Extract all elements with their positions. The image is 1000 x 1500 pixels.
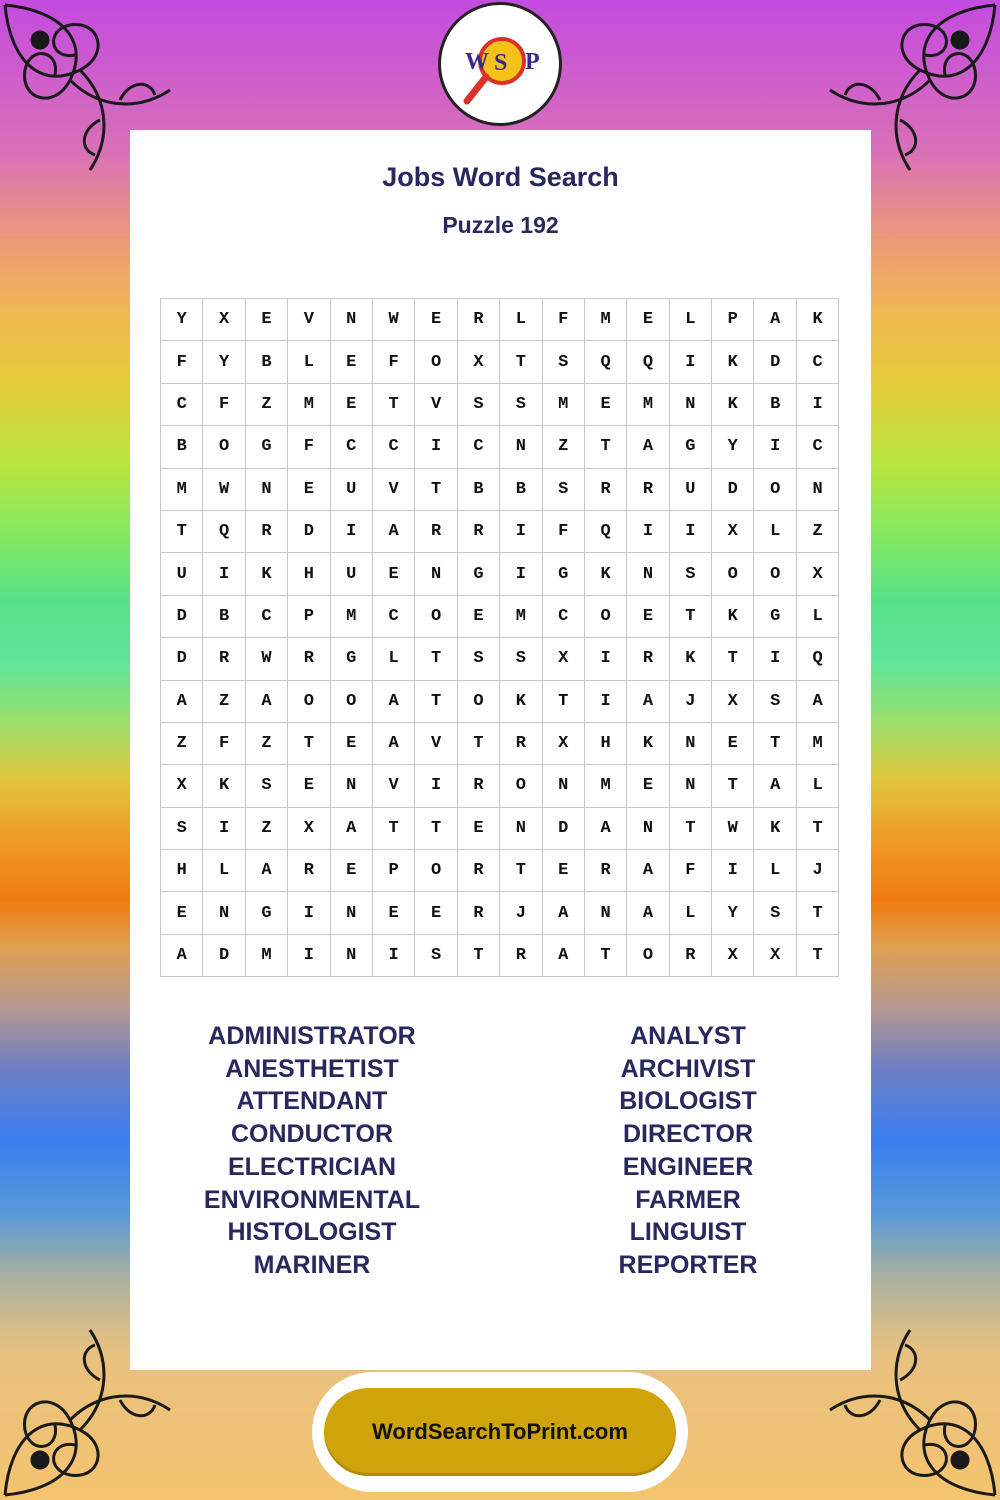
grid-cell[interactable]: K	[203, 765, 245, 807]
logo-letter-p: P	[525, 49, 540, 75]
grid-cell[interactable]: I	[500, 511, 542, 553]
grid-cell[interactable]: O	[415, 341, 457, 383]
grid-cell[interactable]: C	[797, 426, 839, 468]
grid-cell[interactable]: I	[203, 808, 245, 850]
logo-letter-w: W	[465, 49, 489, 75]
letter-grid	[160, 298, 839, 977]
grid-cell[interactable]: T	[797, 935, 839, 977]
grid-cell[interactable]: S	[458, 638, 500, 680]
grid-cell[interactable]: E	[712, 723, 754, 765]
grid-cell[interactable]: Y	[712, 426, 754, 468]
grid-cell[interactable]: P	[712, 299, 754, 341]
grid-cell[interactable]: C	[458, 426, 500, 468]
grid-cell[interactable]: H	[288, 553, 330, 595]
grid-cell[interactable]: F	[288, 426, 330, 468]
grid-cell[interactable]: M	[246, 935, 288, 977]
grid-cell[interactable]: S	[543, 469, 585, 511]
grid-cell[interactable]: Y	[203, 341, 245, 383]
grid-cell[interactable]: E	[331, 341, 373, 383]
grid-cell[interactable]: E	[627, 299, 669, 341]
word-item: ARCHIVIST	[620, 1054, 756, 1083]
site-badge	[312, 1372, 688, 1492]
grid-cell[interactable]: E	[331, 384, 373, 426]
grid-cell[interactable]: T	[415, 469, 457, 511]
grid-cell[interactable]: C	[246, 596, 288, 638]
grid-cell[interactable]: D	[754, 341, 796, 383]
grid-cell[interactable]: I	[670, 341, 712, 383]
grid-cell[interactable]: V	[373, 469, 415, 511]
grid-cell[interactable]: X	[754, 935, 796, 977]
grid-cell[interactable]: R	[627, 638, 669, 680]
grid-cell[interactable]: K	[754, 808, 796, 850]
grid-cell[interactable]: S	[415, 935, 457, 977]
grid-cell[interactable]: I	[797, 384, 839, 426]
grid-cell[interactable]: B	[458, 469, 500, 511]
grid-cell[interactable]: M	[627, 384, 669, 426]
grid-cell[interactable]: D	[543, 808, 585, 850]
grid-cell[interactable]: K	[246, 553, 288, 595]
grid-cell[interactable]: T	[797, 808, 839, 850]
grid-cell[interactable]: K	[797, 299, 839, 341]
grid-cell[interactable]: O	[585, 596, 627, 638]
grid-cell[interactable]: T	[712, 638, 754, 680]
grid-cell[interactable]: U	[331, 469, 373, 511]
grid-cell[interactable]: B	[500, 469, 542, 511]
grid-cell[interactable]: K	[712, 596, 754, 638]
grid-cell[interactable]: F	[670, 850, 712, 892]
grid-cell[interactable]: G	[246, 892, 288, 934]
grid-cell[interactable]: E	[288, 765, 330, 807]
puzzle-number: Puzzle 192	[442, 212, 559, 238]
puzzle-panel	[130, 130, 871, 1370]
grid-cell[interactable]: Y	[712, 892, 754, 934]
grid-cell[interactable]: J	[670, 681, 712, 723]
grid-cell[interactable]: T	[288, 723, 330, 765]
grid-cell[interactable]: Z	[246, 384, 288, 426]
grid-cell[interactable]: O	[415, 850, 457, 892]
grid-cell[interactable]: O	[288, 681, 330, 723]
grid-cell[interactable]: A	[585, 808, 627, 850]
word-item: BIOLOGIST	[619, 1087, 757, 1116]
grid-cell[interactable]: E	[373, 892, 415, 934]
grid-cell[interactable]: T	[373, 384, 415, 426]
grid-cell[interactable]: X	[161, 765, 203, 807]
grid-cell[interactable]: T	[500, 341, 542, 383]
grid-cell[interactable]: A	[754, 299, 796, 341]
grid-cell[interactable]: T	[458, 723, 500, 765]
grid-cell[interactable]: W	[712, 808, 754, 850]
grid-cell[interactable]: P	[288, 596, 330, 638]
grid-cell[interactable]: T	[543, 681, 585, 723]
word-item: DIRECTOR	[622, 1120, 754, 1149]
grid-cell[interactable]: A	[161, 935, 203, 977]
grid-cell[interactable]: D	[161, 638, 203, 680]
grid-cell[interactable]: E	[543, 850, 585, 892]
grid-cell[interactable]: M	[585, 299, 627, 341]
grid-cell[interactable]: I	[670, 511, 712, 553]
grid-cell[interactable]: T	[712, 765, 754, 807]
magnifier-icon	[467, 77, 486, 101]
grid-cell[interactable]: Q	[585, 341, 627, 383]
grid-cell[interactable]: O	[500, 765, 542, 807]
grid-cell[interactable]: W	[373, 299, 415, 341]
grid-cell[interactable]: N	[415, 553, 457, 595]
grid-cell[interactable]: E	[331, 850, 373, 892]
grid-cell[interactable]: A	[797, 681, 839, 723]
grid-cell[interactable]: L	[670, 892, 712, 934]
grid-cell[interactable]: K	[585, 553, 627, 595]
grid-cell[interactable]: A	[373, 681, 415, 723]
grid-cell[interactable]: I	[754, 638, 796, 680]
grid-cell[interactable]: N	[627, 553, 669, 595]
grid-cell[interactable]: F	[203, 384, 245, 426]
grid-cell[interactable]: N	[627, 808, 669, 850]
grid-cell[interactable]: T	[500, 850, 542, 892]
grid-cell[interactable]: I	[712, 850, 754, 892]
grid-cell[interactable]: F	[373, 341, 415, 383]
grid-cell[interactable]: G	[331, 638, 373, 680]
grid-cell[interactable]: R	[288, 850, 330, 892]
word-item: ANALYST	[630, 1022, 746, 1050]
grid-cell[interactable]: K	[500, 681, 542, 723]
grid-cell[interactable]: A	[627, 681, 669, 723]
grid-cell[interactable]: G	[458, 553, 500, 595]
grid-cell[interactable]: T	[458, 935, 500, 977]
grid-cell[interactable]: O	[203, 426, 245, 468]
grid-cell[interactable]: B	[754, 384, 796, 426]
grid-cell[interactable]: M	[288, 384, 330, 426]
grid-cell[interactable]: A	[754, 765, 796, 807]
site-link[interactable]: WordSearchToPrint.com	[324, 1388, 676, 1476]
grid-cell[interactable]: T	[415, 808, 457, 850]
word-item: REPORTER	[618, 1250, 758, 1279]
grid-cell[interactable]: H	[585, 723, 627, 765]
grid-cell[interactable]: Q	[627, 341, 669, 383]
grid-cell[interactable]: P	[373, 850, 415, 892]
grid-cell[interactable]: E	[585, 384, 627, 426]
grid-cell[interactable]: E	[161, 892, 203, 934]
grid-cell[interactable]: X	[712, 511, 754, 553]
grid-cell[interactable]: X	[288, 808, 330, 850]
grid-cell[interactable]: R	[670, 935, 712, 977]
grid-cell[interactable]: R	[458, 299, 500, 341]
grid-cell[interactable]: L	[373, 638, 415, 680]
grid-cell[interactable]: A	[373, 723, 415, 765]
grid-cell[interactable]: C	[543, 596, 585, 638]
grid-cell[interactable]: R	[458, 850, 500, 892]
grid-cell[interactable]: L	[670, 299, 712, 341]
grid-cell[interactable]: I	[288, 892, 330, 934]
grid-cell[interactable]: E	[415, 299, 457, 341]
grid-cell[interactable]: J	[797, 850, 839, 892]
grid-cell[interactable]: V	[415, 723, 457, 765]
grid-cell[interactable]: N	[670, 765, 712, 807]
grid-cell[interactable]: C	[797, 341, 839, 383]
grid-cell[interactable]: B	[161, 426, 203, 468]
grid-cell[interactable]: S	[670, 553, 712, 595]
grid-cell[interactable]: G	[543, 553, 585, 595]
grid-cell[interactable]: E	[627, 765, 669, 807]
grid-cell[interactable]: S	[161, 808, 203, 850]
grid-cell[interactable]: Y	[161, 299, 203, 341]
word-list-right	[538, 1020, 838, 1282]
grid-cell[interactable]: G	[246, 426, 288, 468]
grid-cell[interactable]: X	[543, 638, 585, 680]
grid-cell[interactable]: X	[712, 935, 754, 977]
grid-cell[interactable]: Z	[203, 681, 245, 723]
grid-cell[interactable]: L	[203, 850, 245, 892]
grid-cell[interactable]: E	[458, 808, 500, 850]
grid-cell[interactable]: L	[797, 765, 839, 807]
grid-cell[interactable]: C	[331, 426, 373, 468]
word-item: ENGINEER	[622, 1152, 754, 1181]
grid-cell[interactable]: N	[543, 765, 585, 807]
word-item: ADMINISTRATOR	[208, 1022, 416, 1050]
grid-cell[interactable]: W	[203, 469, 245, 511]
grid-cell[interactable]: N	[500, 808, 542, 850]
grid-cell[interactable]: N	[331, 935, 373, 977]
grid-cell[interactable]: Q	[797, 638, 839, 680]
word-item: ELECTRICIAN	[227, 1152, 397, 1181]
grid-cell[interactable]: L	[754, 850, 796, 892]
grid-cell[interactable]: R	[458, 892, 500, 934]
grid-cell[interactable]: O	[458, 681, 500, 723]
grid-cell[interactable]: N	[670, 384, 712, 426]
grid-cell[interactable]: E	[331, 723, 373, 765]
word-item: CONDUCTOR	[230, 1120, 394, 1149]
grid-cell[interactable]: J	[500, 892, 542, 934]
grid-cell[interactable]: H	[161, 850, 203, 892]
grid-cell[interactable]: O	[754, 469, 796, 511]
grid-cell[interactable]: N	[203, 892, 245, 934]
grid-cell[interactable]: I	[415, 426, 457, 468]
grid-cell[interactable]: F	[203, 723, 245, 765]
grid-cell[interactable]: K	[627, 723, 669, 765]
grid-cell[interactable]: O	[627, 935, 669, 977]
grid-cell[interactable]: F	[543, 511, 585, 553]
grid-cell[interactable]: Z	[543, 426, 585, 468]
grid-cell[interactable]: K	[670, 638, 712, 680]
grid-cell[interactable]: O	[754, 553, 796, 595]
grid-cell[interactable]: G	[754, 596, 796, 638]
grid-cell[interactable]: L	[500, 299, 542, 341]
grid-cell[interactable]: V	[288, 299, 330, 341]
grid-cell[interactable]: A	[331, 808, 373, 850]
grid-cell[interactable]: S	[754, 681, 796, 723]
grid-cell[interactable]: X	[203, 299, 245, 341]
grid-cell[interactable]: O	[331, 681, 373, 723]
word-item: FARMER	[635, 1185, 741, 1214]
grid-cell[interactable]: L	[754, 511, 796, 553]
grid-cell[interactable]: I	[627, 511, 669, 553]
grid-cell[interactable]: Q	[585, 511, 627, 553]
grid-cell[interactable]: R	[458, 511, 500, 553]
grid-cell[interactable]: I	[288, 935, 330, 977]
grid-cell[interactable]: E	[373, 553, 415, 595]
grid-cell[interactable]: X	[543, 723, 585, 765]
grid-cell[interactable]: T	[585, 426, 627, 468]
grid-cell[interactable]: R	[288, 638, 330, 680]
grid-cell[interactable]: R	[246, 511, 288, 553]
grid-cell[interactable]: I	[415, 765, 457, 807]
grid-cell[interactable]: A	[627, 892, 669, 934]
grid-cell[interactable]: B	[246, 341, 288, 383]
grid-cell[interactable]: Z	[246, 723, 288, 765]
grid-cell[interactable]: K	[712, 384, 754, 426]
grid-cell[interactable]: D	[161, 596, 203, 638]
grid-cell[interactable]: K	[712, 341, 754, 383]
grid-cell[interactable]: S	[458, 384, 500, 426]
grid-cell[interactable]: E	[415, 892, 457, 934]
page-title: Jobs Word Search	[382, 162, 619, 192]
grid-cell[interactable]: R	[627, 469, 669, 511]
grid-cell[interactable]: V	[373, 765, 415, 807]
grid-cell[interactable]: S	[500, 638, 542, 680]
grid-cell[interactable]: M	[331, 596, 373, 638]
grid-cell[interactable]: F	[543, 299, 585, 341]
grid-cell[interactable]: F	[161, 341, 203, 383]
grid-cell[interactable]: T	[797, 892, 839, 934]
grid-cell[interactable]: M	[500, 596, 542, 638]
grid-cell[interactable]: D	[203, 935, 245, 977]
grid-cell[interactable]: U	[331, 553, 373, 595]
grid-cell[interactable]: X	[797, 553, 839, 595]
grid-cell[interactable]: O	[712, 553, 754, 595]
grid-cell[interactable]: B	[203, 596, 245, 638]
grid-cell[interactable]: G	[670, 426, 712, 468]
grid-cell[interactable]: S	[543, 341, 585, 383]
grid-cell[interactable]: I	[754, 426, 796, 468]
grid-cell[interactable]: I	[500, 553, 542, 595]
grid-cell[interactable]: C	[161, 384, 203, 426]
grid-cell[interactable]: N	[797, 469, 839, 511]
grid-cell[interactable]: U	[670, 469, 712, 511]
grid-cell[interactable]: T	[585, 935, 627, 977]
grid-cell[interactable]: T	[670, 808, 712, 850]
grid-cell[interactable]: E	[288, 469, 330, 511]
grid-cell[interactable]: D	[288, 511, 330, 553]
grid-cell[interactable]: T	[670, 596, 712, 638]
grid-cell[interactable]: N	[246, 469, 288, 511]
grid-cell[interactable]: O	[415, 596, 457, 638]
grid-cell[interactable]: I	[331, 511, 373, 553]
grid-cell[interactable]: S	[500, 384, 542, 426]
grid-cell[interactable]: A	[246, 850, 288, 892]
grid-cell[interactable]: X	[458, 341, 500, 383]
grid-cell[interactable]: V	[415, 384, 457, 426]
grid-cell[interactable]: A	[373, 511, 415, 553]
grid-cell[interactable]: D	[712, 469, 754, 511]
grid-cell[interactable]: Z	[161, 723, 203, 765]
grid-cell[interactable]: T	[161, 511, 203, 553]
grid-cell[interactable]: U	[161, 553, 203, 595]
grid-cell[interactable]: I	[585, 681, 627, 723]
grid-cell[interactable]: A	[543, 935, 585, 977]
grid-cell[interactable]: I	[373, 935, 415, 977]
grid-cell[interactable]: R	[415, 511, 457, 553]
grid-cell[interactable]: E	[246, 299, 288, 341]
grid-cell[interactable]: Z	[246, 808, 288, 850]
word-list-left	[162, 1020, 462, 1282]
grid-cell[interactable]: X	[712, 681, 754, 723]
grid-cell[interactable]: N	[331, 892, 373, 934]
word-item: ENVIRONMENTAL	[203, 1185, 421, 1214]
grid-cell[interactable]: C	[373, 596, 415, 638]
grid-cell[interactable]: T	[754, 723, 796, 765]
grid-cell[interactable]: Z	[797, 511, 839, 553]
grid-cell[interactable]: R	[500, 935, 542, 977]
grid-cell[interactable]: R	[458, 765, 500, 807]
grid-cell[interactable]: I	[203, 553, 245, 595]
grid-cell[interactable]: N	[331, 765, 373, 807]
grid-cell[interactable]: S	[246, 765, 288, 807]
grid-cell[interactable]: T	[415, 681, 457, 723]
grid-cell[interactable]: N	[585, 892, 627, 934]
wsp-logo	[438, 2, 562, 126]
grid-cell[interactable]: L	[797, 596, 839, 638]
grid-cell[interactable]: N	[331, 299, 373, 341]
grid-cell[interactable]: M	[161, 469, 203, 511]
grid-cell[interactable]: R	[500, 723, 542, 765]
word-item: ATTENDANT	[236, 1087, 388, 1116]
grid-cell[interactable]: T	[373, 808, 415, 850]
grid-cell[interactable]: T	[415, 638, 457, 680]
grid-cell[interactable]: E	[627, 596, 669, 638]
grid-cell[interactable]: A	[161, 681, 203, 723]
grid-cell[interactable]: S	[754, 892, 796, 934]
grid-cell[interactable]: L	[288, 341, 330, 383]
grid-cell[interactable]: M	[543, 384, 585, 426]
grid-cell[interactable]: R	[585, 469, 627, 511]
grid-cell[interactable]: N	[500, 426, 542, 468]
logo-letter-s: S	[494, 50, 508, 76]
grid-cell[interactable]: M	[797, 723, 839, 765]
word-item: HISTOLOGIST	[227, 1218, 397, 1247]
grid-cell[interactable]: Q	[203, 511, 245, 553]
grid-cell[interactable]: N	[670, 723, 712, 765]
word-item: LINGUIST	[629, 1218, 747, 1247]
grid-cell[interactable]: A	[246, 681, 288, 723]
grid-cell[interactable]: A	[543, 892, 585, 934]
grid-cell[interactable]: E	[458, 596, 500, 638]
grid-cell[interactable]: C	[373, 426, 415, 468]
grid-cell[interactable]: R	[585, 850, 627, 892]
grid-cell[interactable]: W	[246, 638, 288, 680]
grid-cell[interactable]: R	[203, 638, 245, 680]
grid-cell[interactable]: I	[585, 638, 627, 680]
grid-cell[interactable]: A	[627, 850, 669, 892]
grid-cell[interactable]: A	[627, 426, 669, 468]
word-item: ANESTHETIST	[225, 1054, 399, 1083]
grid-cell[interactable]: M	[585, 765, 627, 807]
word-item: MARINER	[253, 1250, 371, 1279]
